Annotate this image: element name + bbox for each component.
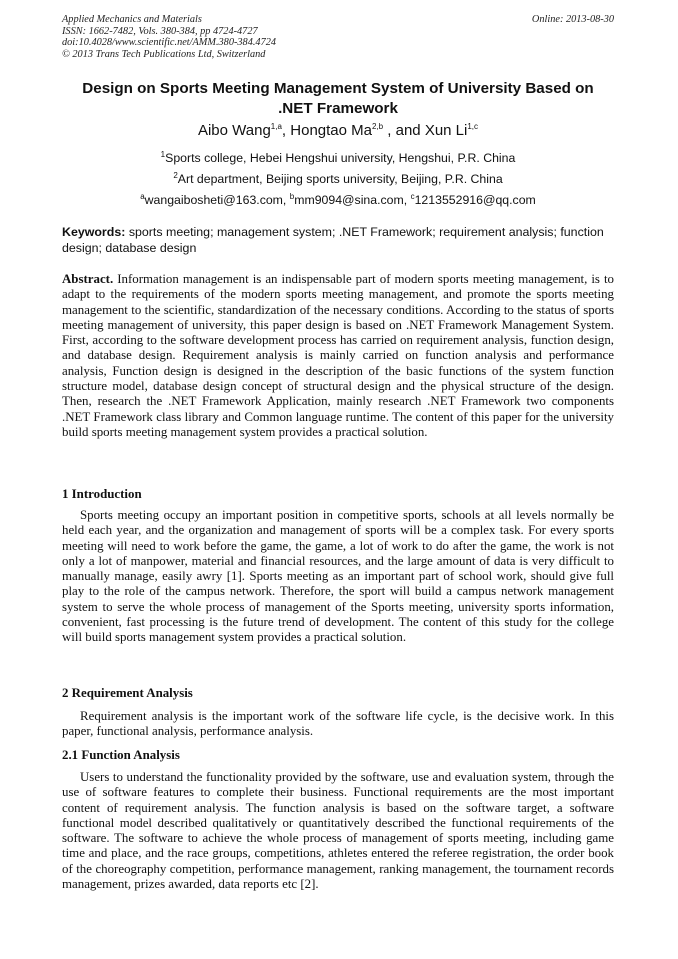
keywords-text: sports meeting; management system; .NET Framework; requirement analysis; function design; database design xyxy=(62,225,604,255)
author-3: and Xun Li xyxy=(395,122,468,139)
keywords-label: Keywords: xyxy=(62,225,126,239)
abstract-text: Information management is an indispensable part of modern sports meeting management, is to adapt to the requirements of the modern sports meeting management, and promote the sports meeting management to the scientific, standardization of the necessary conditions. According to the status of sports meeting management of university, this paper design is based on .NET Framework Management System. First, according to the software development process has carried on requirement analysis, function design, and database design. Requirement analysis is mainly carried on function analysis and performance analysis, Function design is designed in the description of the basic functions of the system function structure model, database design concept of structural design and the physical structure of the design. Then, research the .NET Framework Application, mainly research .NET Framework two components .NET Framework class library and Common language runtime. The content of this paper for the university build sports meeting management system provides a practical solution. xyxy=(62,272,614,439)
email-line xyxy=(62,192,614,208)
author-2: Hongtao Ma xyxy=(290,122,372,139)
affiliation-2 xyxy=(62,171,614,187)
keywords xyxy=(62,225,614,256)
issn-line: ISSN: 1662-7482, Vols. 380-384, pp 4724-4727 xyxy=(62,25,258,37)
email-a-sup: a xyxy=(140,191,145,201)
author-2-sup: 2,b xyxy=(371,122,384,131)
section-2-1-paragraph: Users to understand the functionality provided by the software, use and evaluation system, through the use of software features to complete their business. Functional requirements are the most important content of requirement analysis. The function analysis is based on the software target, a software functional model described qualitatively or quantitatively described the functional requirements of the software. The software to achieve the whole process of management of sports meeting, including game time and place, and the race groups, competitions, athletes entered the referee registration, the order book of the choreography competition, performance management, ranking management, the tournament records management, prizes awarded, data reports etc [2]. xyxy=(62,770,614,892)
affiliation-2-text: Art department, Beijing sports university, Beijing, P.R. China xyxy=(177,172,503,186)
author-1: Aibo Wang xyxy=(197,122,271,139)
copyright-line: © 2013 Trans Tech Publications Ltd, Switzerland xyxy=(62,48,266,60)
section-1-paragraph: Sports meeting occupy an important position in competitive sports, schools at all levels normally be held each year, and the organization and management of sports will be a complex task. For every sports meeting will need to work before the game, the game, a lot of work to do after the game, the work is not only a lot of manpower, material and financial resources, and the large amount of data is very difficult to manually manage, easily awry [1]. Sports meeting as an important part of school work, should give full play to the role of the campus network. Therefore, the sport will build a campus network management system to serve the whole process of management of the Sports meeting, university sports information, convenient, fast processing is the future trend of development. The content of this study for the college will build sports management system provides a practical solution. xyxy=(62,508,614,645)
section-2-1-body xyxy=(62,770,614,892)
email-b-sup: b xyxy=(289,191,295,201)
section-1-heading: 1 Introduction xyxy=(62,487,142,501)
doi-line: doi:10.4028/www.scientific.net/AMM.380-384.4724 xyxy=(62,37,277,48)
section-2-paragraph: Requirement analysis is the important work of the software life cycle, is the decisive work. In this paper, functional analysis, performance analysis. xyxy=(62,709,614,739)
affiliation-1 xyxy=(62,150,614,166)
section-1-body xyxy=(62,508,614,646)
online-date: Online: 2013-08-30 xyxy=(531,14,614,25)
title-line-1: Design on Sports Meeting Management System of University Based on xyxy=(82,80,594,97)
author-1-sup: 1,a xyxy=(270,122,282,131)
section-2-heading: 2 Requirement Analysis xyxy=(62,686,193,700)
email-a: wangaibosheti@163.com, xyxy=(144,193,287,207)
email-b: mm9094@sina.com, xyxy=(294,193,408,207)
journal-name: Applied Mechanics and Materials xyxy=(62,14,202,25)
section-2-1-heading: 2.1 Function Analysis xyxy=(62,748,180,762)
running-header xyxy=(62,14,614,60)
affiliation-2-sup: 2 xyxy=(173,170,178,180)
email-c: 1213552916@qq.com xyxy=(414,193,536,207)
affiliation-1-sup: 1 xyxy=(160,149,166,159)
section-2-body xyxy=(62,709,614,740)
title-line-2: .NET Framework xyxy=(278,100,398,117)
paper-title xyxy=(62,79,614,119)
affiliation-1-text: Sports college, Hebei Hengshui university, Hengshui, P.R. China xyxy=(165,151,516,165)
abstract xyxy=(62,272,614,440)
email-c-sup: c xyxy=(410,191,415,201)
abstract-label: Abstract. xyxy=(62,272,114,286)
author-3-sup: 1,c xyxy=(467,122,479,131)
author-list: Aibo Wang$^{1,a}$, Hongtao Ma$^{2,b}$ , and Xun Li$^{1,c}$ xyxy=(197,122,479,139)
